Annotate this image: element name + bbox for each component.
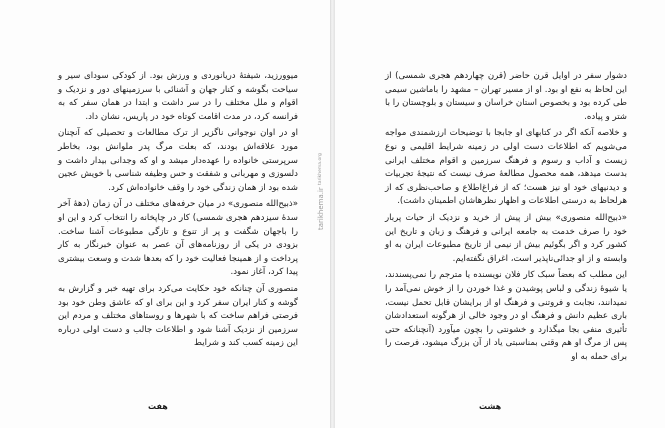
right-page-text-column xyxy=(385,70,627,364)
left-page-text-column xyxy=(58,70,298,351)
left-paragraph-4: منصوری آن چنانکه خود حکایت می‌کرد برای تهیه خبر و گزارش به گوشه و کنار ایران سفر کرد و این برای او که عاشق وطن خود بود فرصتی فراهم ساخت که با شهرها و روستاهای مختلف و مردم این سرزمین از نزدیک آشنا شود و اطلاعات جالب و دست اولی درباره این زمینه کسب کند و شرایط xyxy=(58,283,298,349)
right-paragraph-4: این مطلب که بعضاً سبک کار فلان نویسنده یا مترجم را نمی‌پسندند، یا شیوهٔ زندگی و لباس پوشیدن و غذا خوردن را از خوش نمی‌آمد را نمیدانند، نجابت و فروتنی و فرهنگ او از برایشان قابل تحمل نیست، باری عظیم دانش و فرهنگ او در وجود خالی از هرگونه استعدادشان تأثیری منفی بجا میگذارد و خشونتی را بچون میآورد (آنچنانکه حتی پس از مرگ او هم وقتی بمناسبتی یاد از آن بزرگ میشود، فرصت را برای حمله به او xyxy=(385,270,627,362)
left-paragraph-1: میوورزید، شیفتهٔ دریانوردی و ورزش بود. از کودکی سودای سیر و سیاحت بگوشه و کنار جهان و آشنائی با سرزمینهای دور و نزدیک و اقوام و ملل مختلف را در سر داشت و ابتدا در همان سفر که به فرانسه کرد، در مدت اقامت کوتاه خود در پاریس، نشان داد. xyxy=(58,71,298,122)
watermark-stamp xyxy=(317,120,331,230)
right-paragraph-3: «ذبیح‌الله منصوری» بیش از پیش از خرید و نزدیک از حیات پربار خود را صرف خدمت به جامعه ایرانی و فرهنگ و زبان و تاریخ این کشور کرد و اگر بگوئیم بیش از نیمی از تاریخ مطبوعات ایران به او وابسته و از او جدائی‌ناپذیر است، اغراق نگفته‌ایم. xyxy=(385,212,627,264)
right-page xyxy=(335,0,665,428)
left-page-number: هفت xyxy=(148,402,168,411)
left-paragraph-2: او در اوان نوجوانی ناگزیر از ترک مطالعات و تحصیلی که آنچنان مورد علاقه‌اش بودند، که بعلت مرگ پدر ملوانش بود، بخاطر سرپرستی خانواده را عهده‌دار میشد و او که وجدانی بیدار داشت و دلسوزی و مهربانی و شفقت و حس وظیفه شناسی با خویش عجین شده بود از همان زندگی خود را وقف خانواده‌اش کرد. xyxy=(58,128,298,193)
watermark-main: tarikhema.ir xyxy=(317,187,325,230)
left-paragraph-3: «ذبیح‌الله منصوری» در میان حرفه‌های مختلف در آن زمان (دههٔ آخر سدهٔ سیزدهم هجری شمسی) کار در چاپخانه را انتخاب کرد و این او را باجهان شگفت و پر از تنوع و تازگی مطبوعات آشنا ساخت. بزودی در یکی از روزنامه‌های آن عصر به عنوان خبرنگار به کار پرداخت و از همینجا فعالیت خود را که بعدها شدت و وسعت بیشتری پیدا کرد، آغاز نمود. xyxy=(58,199,298,278)
left-page xyxy=(0,0,330,428)
right-paragraph-2: و خلاصه آنکه اگر در کتابهای او جابجا با توضیحات ارزشمندی مواجه می‌شویم که اطلاعات دست اولی در زمینه شرایط اقلیمی و نوع زیست و آداب و رسوم و فرهنگ سرزمین و اقوام مختلف ایرانی بدست میدهد، همه محصول مطالعهٔ صرف نیست که نتیجهٔ تجربیات و دیدنیهای خود او نیز هست؛ که از فراغ‌اطلاع و صاحب‌نظری که از هرلحاظ به درستی اطلاعات و اظهار نظرهاشان اطمینان داشت). xyxy=(385,128,627,207)
right-paragraph-1: دشوار سفر در اوایل قرن حاضر (قرن چهاردهم هجری شمسی) از این لحاظ به نفع او بود. او از مسیر تهران – مشهد را باماشین سیمی طی کرده بود و بخصوص استان خراسان و سیستان و بلوچستان را با شتر و پیاده. xyxy=(385,71,627,122)
watermark-sub: tarikhema.org xyxy=(318,153,323,185)
right-page-number: هشت xyxy=(479,402,502,411)
